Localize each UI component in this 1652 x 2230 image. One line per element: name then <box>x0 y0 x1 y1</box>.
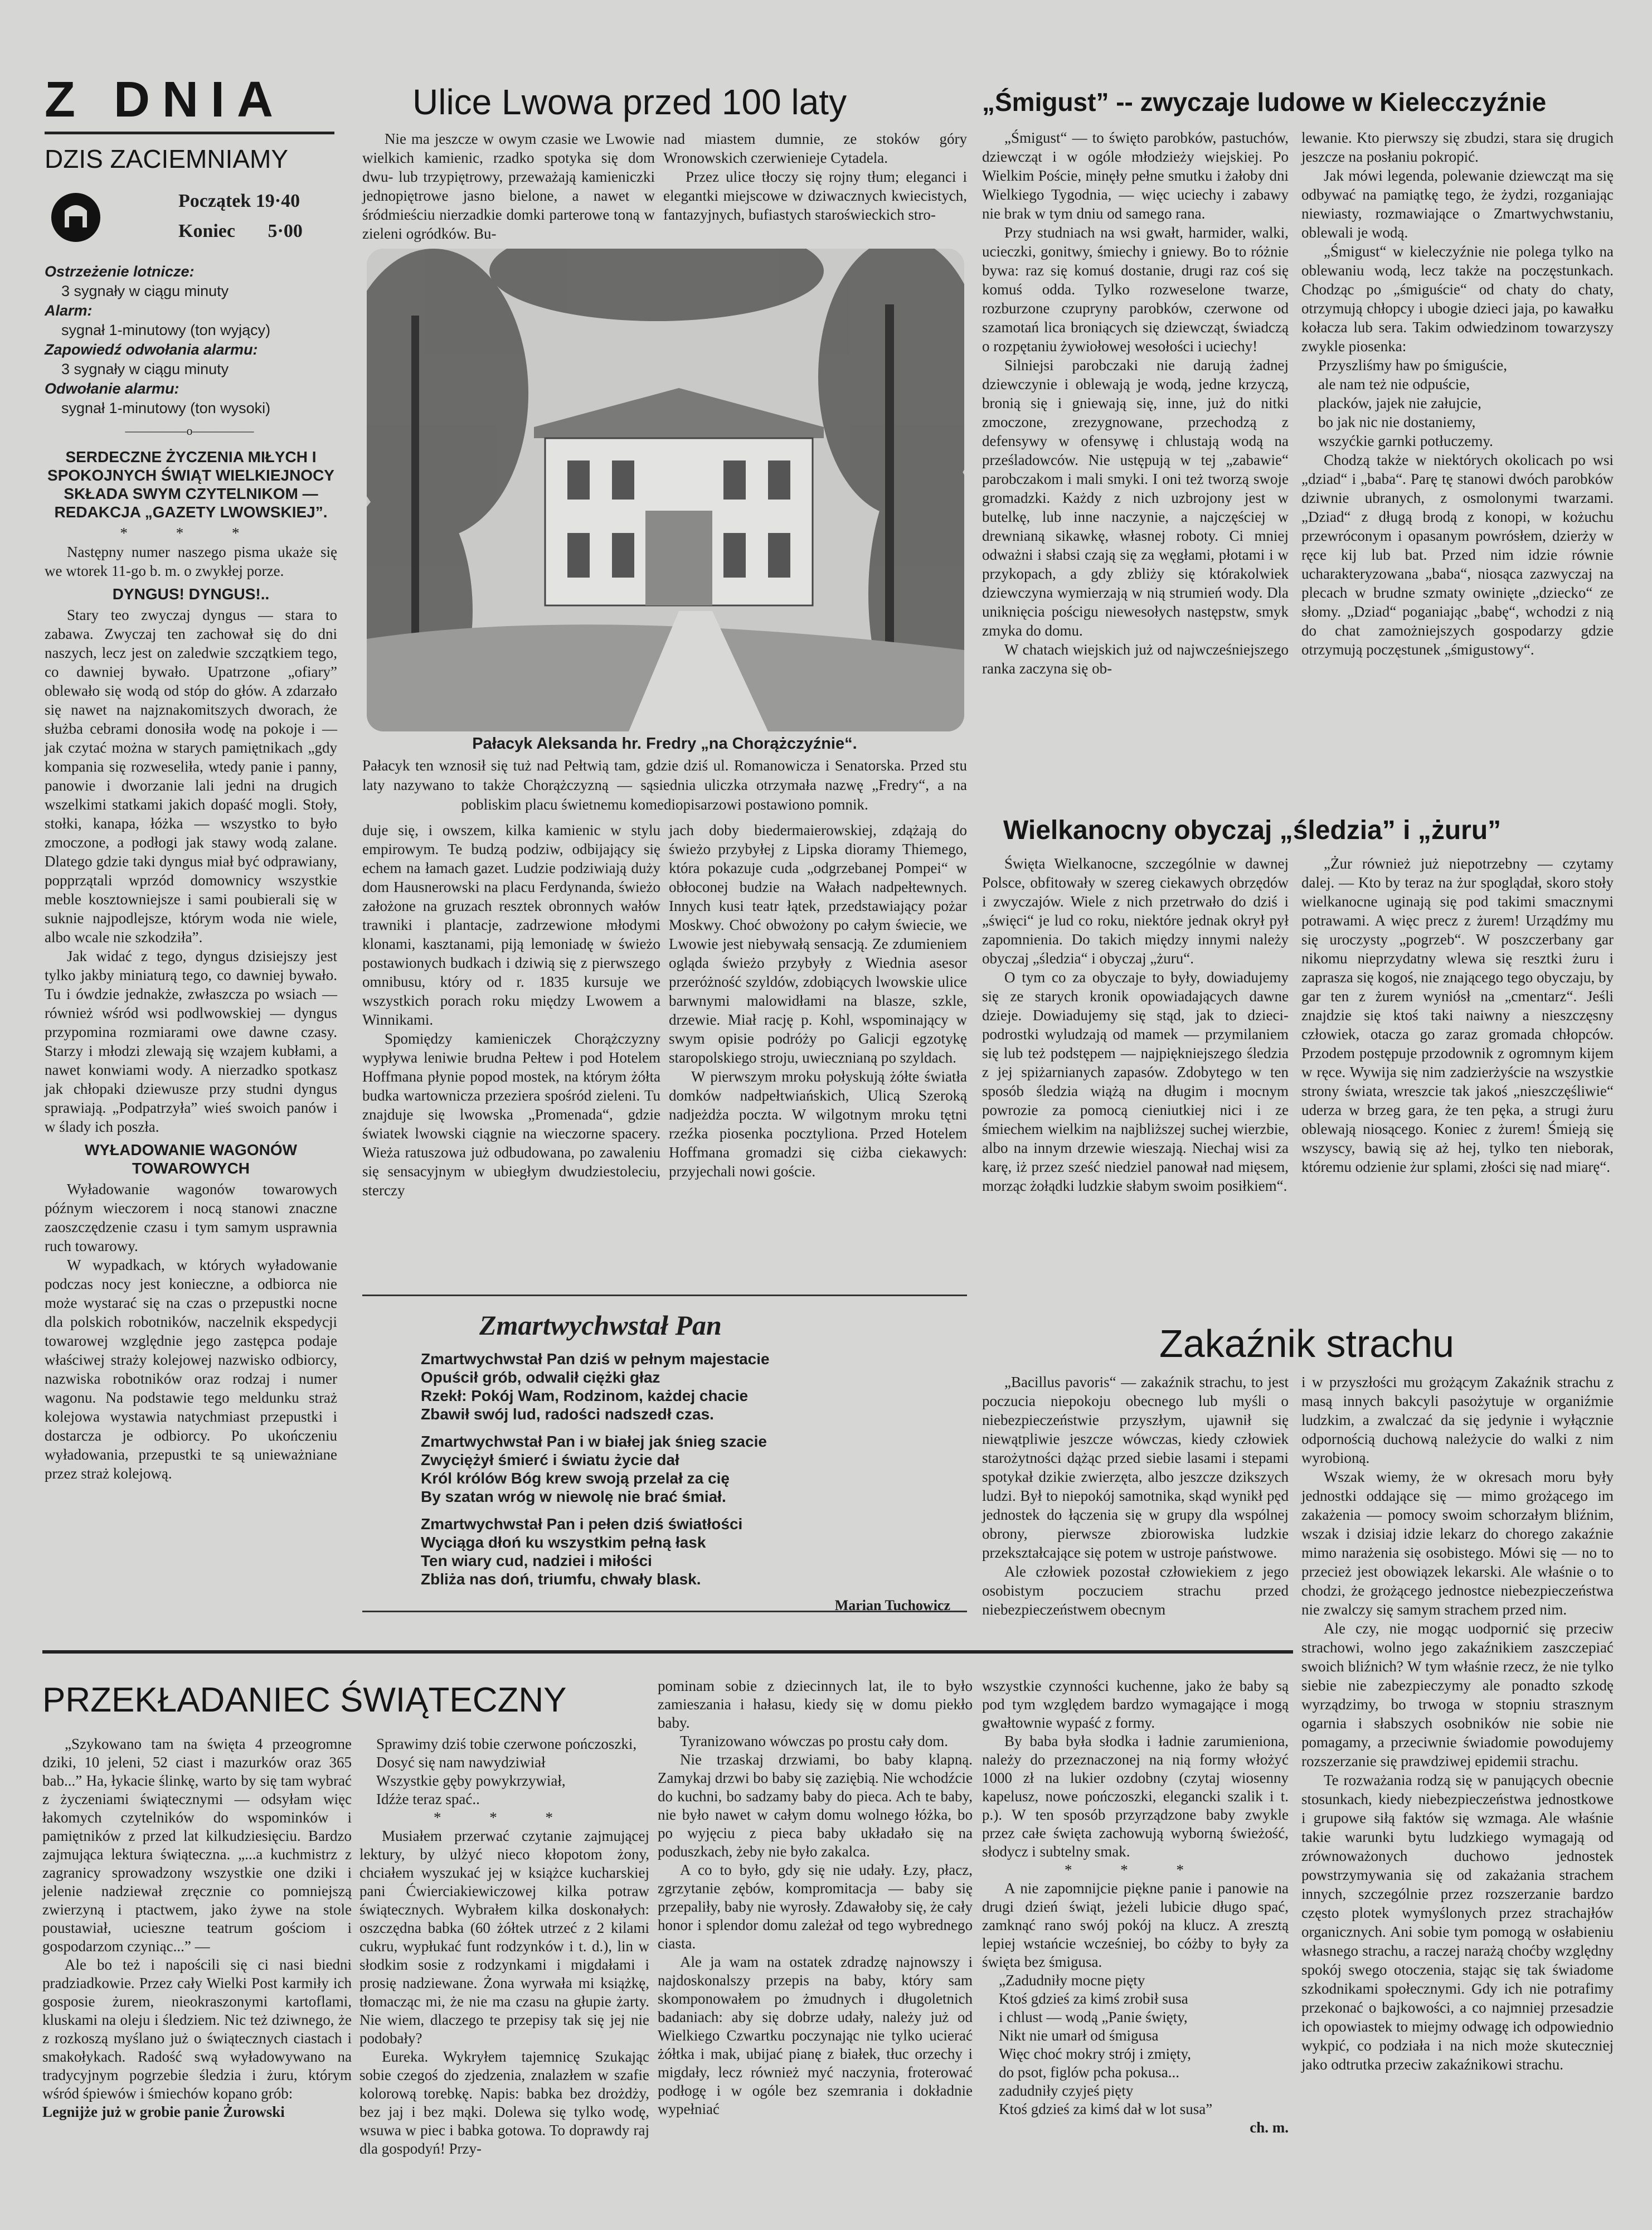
subheading: WYŁADOWANIE WAGONÓW TOWAROWYCH <box>84 1141 298 1177</box>
article-title-przekladaniec: PRZEKŁADANIEC ŚWIĄTECZNY <box>42 1681 567 1719</box>
verse-line: wszyćkie garnki potłuczemy. <box>1318 433 1493 449</box>
paragraph: nad miastem dumnie, ze stoków góry Wronowskich czerwienieje Cytadela. <box>663 130 967 166</box>
poem-box <box>362 1295 967 1612</box>
paragraph: „Śmigust“ — to święto parobków, pastuchów, dziewcząt i w ogóle młodzieży wiejskiej. Po Wielkim Poście, minęły pełne smutku i żałoby dni Wielkiego Tygodnia, — więc uciechy i zabawy nie brak w tym dniu od samego rana. <box>982 129 1289 222</box>
start-label: Początek <box>178 191 251 211</box>
lwow-text-column <box>663 129 967 224</box>
fredro-palace-illustration <box>367 249 964 731</box>
subheading: DYNGUS! DYNGUS!.. <box>112 585 270 603</box>
paragraph: Wyładowanie wagonów towarowych późnym wieczorem i nocą stanowi znaczne zaoszczędzenie czasu i tym samym usprawnia ruch towarowy. <box>45 1181 337 1254</box>
smigust-text-column <box>982 128 1289 678</box>
verse-line: placków, jajek nie załujcie, <box>1318 395 1481 411</box>
paragraph: A co to było, gdy się nie udały. Łzy, płacz, zgrzytanie zębów, kompromitacja — baby się przepaliły, baby nie wyrosły. Zdawałoby się, że cały honor i splendor domu zależał od tego wybrednego ciasta. <box>658 1861 973 1952</box>
poem-author: Marian Tuchowicz <box>834 1597 950 1613</box>
przekladaniec-text-column <box>982 1677 1289 2137</box>
verse-line: bo jak nic nie dostaniemy, <box>1318 414 1476 430</box>
paragraph: Ale człowiek pozostał człowiekiem z jego osobistym poczuciem strachu przed niebezpieczeństwem obecnym <box>982 1563 1289 1618</box>
poem-line: Zbawił swój lud, radości nadszedł czas. <box>421 1405 714 1423</box>
paragraph: Wszak wiemy, że w okresach moru były jednostki oddające się — mimo grożącego im zakażenia — pomocy swoim schorzałym bliźnim, wszak i dzisiaj idzie lekarz do chorego zakaźnie mimo narażenia się osobistego. Mówi się — no to przecież jest obowiązek lekarski. Ale właśnie o to chodzi, że grożącego jednostce niebezpieczeństwa nie zwalczy się samym strachem przed nim. <box>1301 1468 1614 1618</box>
article-title-wielkanoc: Wielkanocny obyczaj „śledzia” i „żuru” <box>1003 816 1502 845</box>
przekladaniec-text-column <box>42 1735 352 2121</box>
poem-line: Zbliża nas doń, triumfu, chwały blask. <box>421 1570 701 1588</box>
paragraph: Ale czy, nie mogąc uodpornić się przeciw strachowi, wolno jego zakaźnikiem zaszczepiać swoich bliźnich? W tym właśnie rzecz, że nie tylko siebie nie zabezpieczymy ale ponadto szkodę wyrządzimy, bo trwoga w stopniu strasznym ogarnia i słabszych osobników nie sobie nie pomagamy, a przeciwnie świadomie powodujemy rozszerzanie się prawdziwej epidemii strachu. <box>1301 1620 1614 1770</box>
przekladaniec-text-column <box>359 1735 649 2158</box>
paragraph: duje się, i owszem, kilka kamienic w stylu empirowym. Te budzą podziw, odbijający się echem na łamach gazet. Ludzie podziwiają duży dom Hausnerowski na placu Ferdynanda, świeżo założone na gruzach resztek obronnych wałów trawniki i plantacje, zadrzewione młodymi klonami, kasztanami, piją lemoniadę w świeżo postawionych budkach i dziwią się z pierwszego omnibusu, który od r. 1835 kursuje we wszystkich porach roku między Lwowem a Winnikami. <box>362 822 660 1028</box>
paragraph: W chatach wiejskich już od najwcześniejszego ranka zaczyna się ob- <box>982 641 1289 677</box>
separator: * * * <box>120 525 262 541</box>
lwow-text-column <box>362 129 655 243</box>
blackout-end <box>178 221 303 242</box>
separator: * * * <box>1065 1861 1206 1878</box>
verse-line: zadudniły czyjeś pięty <box>999 2082 1134 2099</box>
wielkanoc-text-column <box>982 854 1289 1195</box>
signal-label: Odwołanie alarmu: <box>45 380 179 397</box>
blackout-start <box>178 191 300 212</box>
article-title-lwow: Ulice Lwowa przed 100 laty <box>412 82 847 122</box>
paragraph: W wypadkach, w których wyładowanie podczas nocy jest konieczne, a odbiorca nie może wystarać się na czas o przepustki nocne dla polskich robotników, naczelnik ekspedycji towarowej względnie jego zastępca podaje właściwej straży kolejowej nazwisko odbiorcy, nazwiska robotników oraz rodzaj i numer wagonu. Na podstawie tego meldunku straż kolejowa wystawia natychmiast przepustki i dostarcza je odbiorcy. Po ukończeniu wyładowania, przepustki te są unieważniane przez straż kolejową. <box>45 1257 337 1482</box>
blackout-icon <box>48 188 104 250</box>
signal-value: sygnał 1-minutowy (ton wyjący) <box>61 322 271 338</box>
signal-label: Ostrzeżenie lotnicze: <box>45 263 195 280</box>
poem-line: Opuścił grób, odwalił ciężki głaz <box>421 1369 660 1386</box>
wielkanoc-text-column <box>1301 854 1614 1176</box>
paragraph: lewanie. Kto pierwszy się zbudzi, stara się drugich jeszcze na posłaniu pokropić. <box>1301 129 1614 165</box>
divider-ornament: —————o————— <box>125 424 254 438</box>
paragraph: i w przyszłości mu grożącym Zakaźnik strachu z masą innych bakcyli pasożytuje w organiźmie ludzkim, a zwalczać da się jedynie i wyłącznie odpornością duchową należycie do walki z nim wyrobioną. <box>1301 1374 1614 1466</box>
paragraph: „Szykowano tam na święta 4 przeogromne dziki, 10 jeleni, 52 ciast i mazurków oraz 365 bab...” Ha, łykacie ślinkę, warto by się tam wybrać z życzeniami świątecznymi — odsyłam więc łakomych czytelników do wspominków i pamiętników z przed lat kilkudziesięciu. Bardzo zajmująca lektura świąteczna. „...a kuchmistrz z zagranicy sprowadzony wszystkie one dziki i jelenie nadziewał zręcznie co pomniejszą zwierzyną i ptactwem, jako żywe na stole poustawiał, ucieszne teatrum gościom i gospodarzom czyniąc...” — <box>42 1735 352 1955</box>
paragraph: Te rozważania rodzą się w panujących obecnie stosunkach, kiedy niebezpieczeństwa jednostkowe i grupowe siłą faktów się wzmaga. Ale właśnie takie warunki bytu ludzkiego wymagają od zrównoważonych duchowo jednostek powstrzymywania się od zakażania strachem innych, szczególnie przez rozszerzanie bardzo często plotek wymyślonych przez strachajłów organicznych. Ani sobie tym pomogą w osłabieniu własnego strachu, a raczej narażą choćby względny spokój swego otoczenia, stając się tak świadome szkodnikami społecznymi. Gdy ich nie potrafimy przekonać o bajkowości, a co najmniej przesadzie ich opowiastek to miejmy odwagę ich odpowiednio wykpić, co podziała i na nich może skuteczniej jako odtrutka przeciw zakaźnikowi strachu. <box>1301 1772 1614 2073</box>
subheading: SERDECZNE ŻYCZENIA MIŁYCH I SPOKOJNYCH ŚWIĄT WIELKIEJNOCY SKŁADA SWYM CZYTELNIKOM — REDAKCJA „GAZETY LWOWSKIEJ”. <box>47 448 334 521</box>
poem-line: Król królów Bóg krew swoją przelał za cię <box>421 1470 730 1487</box>
signal-value: 3 sygnały w ciągu minuty <box>61 283 229 299</box>
paragraph: Jak mówi legenda, polewanie dziewcząt ma się odbywać na pamiątkę tego, że żydzi, rozganiając niewiasty, rozmawiające o Zmartwychwstaniu, oblewali je wodą. <box>1301 167 1614 241</box>
smigust-text-column <box>1301 128 1614 659</box>
verse-line: „Zadudniły mocne pięty <box>999 1972 1145 1989</box>
paragraph: Następny numer naszego pisma ukaże się we wtorek 11-go b. m. o zwykłej porze. <box>45 544 337 579</box>
poem-line: Rzekł: Pokój Wam, Rodzinom, każdej chacie <box>421 1387 749 1404</box>
poem-line: By szatan wróg w niewolę nie brać śmiał. <box>421 1488 726 1505</box>
paragraph: Ale ja wam na ostatek zdradzę najnowszy i najdoskonalszy przepis na baby, który sam skomponowałem po żmudnych i długoletnich badaniach: aby się dobrze udały, należy już od Wielkiego Czwartku poczynając nie tylko ucierać żółtka i mak, ubijać pianę z białek, tłuc orzechy i migdały, lecz również myć naczynia, froterować podłogę i w ogóle bez szemrania i dokładnie wypełniać <box>658 1953 973 2117</box>
horizontal-rule <box>42 1650 1293 1654</box>
paragraph: W pierwszym mroku połyskują żółte światła domków nadpełtwiańskich, Ulicą Szeroką nadjeżdża poczta. W wilgotnym mroku tętni rzeźka piosenka pocztyliona. Przed Hotelem Hoffmana gromadzi się ciżba ciekawych: przyjechali nowi goście. <box>669 1068 967 1180</box>
paragraph: pominam sobie z dziecinnych lat, ile to było zamieszania i hałasu, kiedy się w domu piekło baby. <box>658 1678 973 1731</box>
verse-line: Ktoś gdzieś za kimś dał w lot susa” <box>999 2101 1213 2117</box>
paragraph: Spomiędzy kamieniczek Chorążczyzny wypływa leniwie brudna Pełtew i pod Hotelem Hoffmana płynie popod mostek, na którym żółta budka wartownicza przeziera spośród zieleni. Tu znajduje się lwowska „Promenada“, gdzie światek lwowski ciągnie na wieczorne spacery. Wieża ratuszowa już odbudowana, po zawaleniu się sensacyjnym w ubiegłym dwudziestoleciu, sterczy <box>362 1030 660 1199</box>
paragraph: Święta Wielkanocne, szczególnie w dawnej Polsce, obfitowały w szereg ciekawych obrzędów i zwyczajów. Wiele z nich przetrwało do dziś i „święci“ je lud co roku, niektóre jednak okrył pył zapomnienia. Do takich między innymi należy obyczaj „śledzia“ i obyczaj „żuru“. <box>982 855 1289 967</box>
verse-line: Sprawimy dziś tobie czerwone pończoszki, <box>376 1735 637 1752</box>
przekladaniec-text-column <box>658 1677 973 2118</box>
paragraph: „Żur również już niepotrzebny — czytamy dalej. — Kto by teraz na żur spoglądał, skoro stoły wielkanocne uginają się pod takimi smacznymi potrawami. A więc precz z żurem! Urządźmy mu się uroczysty „pogrzeb“. W poszczerbany gar nikomu nieprzydatny wlewa się resztki żuru i zaprasza się kogoś, nie znającego tego obyczaju, by gar ten z żurem wyniósł na „cmentarz“. Jeśli znajdzie się ktoś taki naiwny a nieszczęsny człowiek, otacza go zaraz gromada chłopców. Przodem postępuje przodownik z ogromnym kijem w ręce. Wywija się nim zadzierżyście na wszystkie strony świata, wreszcie tak jakoś „nieszczęśliwie“ uderza w brzeg gara, że ten pęka, a strugi żuru oblewają niosącego. Koniec z żurem! Śmieją się wszyscy, bawią się aż hej, tylko ten nieborak, któremu odzienie żur splami, złości się nad miarę“. <box>1301 855 1614 1175</box>
poem-stanza <box>421 1515 950 1588</box>
poem-line: Wyciąga dłoń ku wszystkim pełną łask <box>421 1534 706 1551</box>
verse-line: Nikt nie umarł od śmigusa <box>999 2027 1159 2044</box>
poem-line: Zmartwychwstał Pan i w białej jak śnieg szacie <box>421 1433 767 1450</box>
paragraph: Ale bo też i napościli się ci nasi biedni pradziadkowie. Przez cały Wielki Post karmiły ich gosposie żurem, nieokraszonymi kartoflami, kluskami na oleju i śledziem. Nic też dziwnego, że z rozkoszą myślano już o świątecznych ciastach i smakołykach. Radość swą wyładowywano na tradycyjnym pogrzebie śledzia i żuru, którym wśród śpiewów i śmiechów kopano grób: <box>42 1956 352 2102</box>
poem-stanza <box>421 1432 950 1506</box>
illustration-caption: Pałacyk ten wznosił się tuż nad Pełtwią tam, gdzie dziś ul. Romanowicza i Senatorska. Przed stu laty nazywano to także Chorążczyzną — sąsiednia uliczka otrzymała nazwę „Fredry“, a na pobliskim placu świetnemu komediopisarzowi postawiono pomnik. <box>362 757 967 813</box>
paragraph: Nie ma jeszcze w owym czasie we Lwowie wielkich kamienic, rzadko spotyka się dom dwu- lub trzypiętrowy, przeważają kamieniczki jednopiętrowe jasno bielone, a nawet w śródmieściu nierzadkie domki parterowe toną w zieleni ogródków. Bu- <box>362 130 655 242</box>
paragraph: Eureka. Wykryłem tajemnicę Szukając sobie czegoś do zjedzenia, znalazłem w szafie kolorową torebkę. Napis: babka bez drożdży, bez jaj i bez mąki. Dolewa się tylko wodę, wsuwa w piec i babka gotowa. To doprawdy raj dla gospodyń! Przy- <box>359 2048 649 2157</box>
article-title-smigust: „Śmigust” -- zwyczaje ludowe w Kielecczyźnie <box>982 88 1547 117</box>
paragraph: Nie trzaskaj drzwiami, bo baby klapną. Zamykaj drzwi bo baby się zaziębią. Nie wchodźcie do kuchni, bo sadzamy baby do pieca. Ach te baby, nie było nawet w całym domu wolnego łóżka, bo po wyjęciu z pieca baby układało się na poduszkach, żeby nie było zakalca. <box>658 1751 973 1860</box>
poem-stanza <box>421 1350 950 1423</box>
paragraph: Stary teo zwyczaj dyngus — stara to zabawa. Zwyczaj ten zachował się do dni naszych, lecz jest on zaledwie szczątkiem tego, co dawniej bywało. Upatrzone „ofiary” oblewało się wodą od stóp do głów. A zdarzało się nawet na najznakomitszych dworach, że służba cebrami donosiła wodę na pokoje i — jak czytać można w starych pamiętnikach „gdy kompania się rozweseliła, wtedy panie i panny, panowie i dworzanie lali jedni na drugich wszelkimi statkami jakich dopaść mogli. Stoły, stołki, kanapa, łóżka — wszystko to było zmoczone, a podłogi jak stawy wodą zalane. Dlatego gdzie taki dyngus miał być odprawiany, popprzątali wprzód domownicy wszystkie meble kosztowniejsze i sami poubierali się w suknie najpodlejsze, którym woda nie wiele, albo wcale nie szkodziła”. <box>45 607 337 946</box>
signal-value: sygnał 1-minutowy (ton wysoki) <box>61 400 271 416</box>
paragraph: Chodzą także w niektórych okolicach po wsi „dziad“ i „baba“. Parę tę stanowi dwóch parobków dziwnie ubranych, z osmolonymi twarzami. „Dziad“ z długą brodą z konopi, w kożuchu przewróconym i opasanym powrósłem, dzierży w ręce kij lub bat. Przed nim idzie równie ucharakteryzowana „baba“, niosąca zazwyczaj na plecach w brudne szmaty owinięte „dziecko“ ze słomy. „Dziad“ poganiając „babę“, wchodzi z nią do chat zamożniejszych gospodarzy gdzie otrzymują poczęstunek „śmigustowy“. <box>1301 452 1614 658</box>
verse-line: Więc choć mokry strój i zmięty, <box>999 2045 1192 2062</box>
paragraph: Musiałem przerwać czytanie zajmującej lektury, by ulżyć nieco kłopotom żony, chciałem wyszukać jej w książce kucharskiej pani Ćwierciakiewiczowej kilka potraw świątecznych. Wybrałem kilka doskonałych: oszczędna babka (60 żółtek utrzeć z 2 kilami cukru, wypłukać funt rodzynków i t. d.), lin w słodkim sosie z rodzynkami i migdałami i prosię nadziewane. Żona wyrwała mi książkę, tłomacząc mi, że nie ma czasu na głupie żarty. Nie wiem, dlaczego te przepisy tak się jej nie podobały? <box>359 1827 649 2047</box>
poem-title: Zmartwychwstał Pan <box>479 1310 722 1341</box>
verse-line: i chlust — wodą „Panie święty, <box>999 2009 1188 2025</box>
paragraph: jach doby biedermaierowskiej, zdążają do świeżo przybyłej z Lipska dioramy Thiemego, która pokazuje cuda „odgrzebanej Pompei“ w obłoconej budzie na Wałach nadpełtewnych. Innych kusi teatr łątek, przedstawiający pożar Moskwy. Choć obwożony po całym świecie, we Lwowie jest niebywałą sensacją. Ze zdumieniem ogląda świeżo przybyły z Wiednia asesor przeróżność szyldów, zdobiących lwowskie ulice barwnymi malowidłami na blasze, szkle, drzewie. Miał rację p. Kohl, wspominający w swym opisie podróży po Galicji egzotykę staropolskiego stroju, uwiecznianą po szyldach. <box>669 822 967 1066</box>
separator: * * * <box>434 1809 575 1826</box>
paragraph: Legnijże już w grobie panie Żurowski <box>42 2103 285 2120</box>
left-column-news <box>45 443 337 1483</box>
zakaznik-text-column <box>982 1373 1289 1619</box>
lwow-text-column <box>362 821 660 1200</box>
article-title-zakaznik: Zakaźnik strachu <box>1159 1322 1455 1365</box>
zakaznik-text-column <box>1301 1373 1614 2074</box>
paragraph: wszystkie czynności kuchenne, jako że baby są pod tym względem bardzo wymagające i mogą gwałtownie wypaść z formy. <box>982 1678 1289 1731</box>
poem-stanzas <box>421 1350 950 1588</box>
poem-line: Zmartwychwstał Pan i pełen dziś światłości <box>421 1515 743 1533</box>
verse-line: Ktoś gdzieś za kimś zrobił susa <box>999 1990 1188 2007</box>
divider <box>45 132 334 134</box>
paragraph: „Bacillus pavoris“ — zakaźnik strachu, to jest poczucia niepokoju obecnego lub myśli o niebezpieczeństwie przyszłym, ujawnił się niewątpliwie jeszcze wówczas, kiedy człowiek starożytności dążąc przed siebie lasami i stepami spotykał dzikie zwierzęta, albo jeszcze dzikszych ludzi. Był to niepokój samotnika, skąd wynikł pęd jednostek do łączenia się w grupy dla wspólnej obrony, pierwsze zbiorowiska ludzkie przekształcające się potem w ustroje państwowe. <box>982 1374 1289 1561</box>
paragraph: A nie zapomnijcie piękne panie i panowie na drugi dzień świąt, jeżeli lubicie długo spać, zamknąć rano swój pokój na klucz. A zresztą lepiej wstańcie wcześniej, bo cóżby to były za święta bez śmigusa. <box>982 1880 1289 1970</box>
verse-line: Przyszliśmy haw po śmiguście, <box>1318 357 1507 374</box>
start-time: 19·40 <box>255 191 300 211</box>
paragraph: Przez ulice tłoczy się rojny tłum; eleganci i elegantki miejscowe w dziwacznych kwiecistych, fantazyjnych, bufiastych staroświeckich stro- <box>663 168 967 223</box>
poem-line: Ten wiary cud, nadziei i miłości <box>421 1552 652 1569</box>
signal-label: Alarm: <box>45 302 93 319</box>
illustration-caption-title: Pałacyk Aleksanda hr. Fredry „na Chorążczyźnie“. <box>472 735 857 753</box>
paragraph: „Śmigust“ w kieleczyźnie nie polega tylko na oblewaniu wodą, lecz także na poczęstunkach. Chodząc po „śmiguście“ od chaty do chaty, otrzymują chłopcy i ubogie dzieci jaja, po kawałku kołacza lub sera. Takim odwiedzinom towarzyszy zwykle piosenka: <box>1301 243 1614 355</box>
verse-line: Wszystkie gęby powykrzywiał, <box>376 1772 566 1789</box>
end-label: Koniec <box>178 221 235 241</box>
paragraph: O tym co za obyczaje to były, dowiadujemy się ze starych kronik opowiadających dawne dzieje. Dowiadujemy się stąd, jak to dzieci-podrostki wyludzają od mamek — przymilaniem się lub też podstępem — najpiękniejszego śledzia z jej spiżarnianych zapasów. Zdobytego w ten sposób śledzia wiążą na długim i mocnym powrozie za pomocą cieniutkiej nici i ze śmiechem wielkim na najbliższej suchej wierzbie, albo na innym drzewie wieszają. Niechaj wisi za karę, iż przez sześć niedziel panował nad mięsem, morząc żołądki ludzkie słabym swoim posiłkiem“. <box>982 969 1289 1194</box>
article-signature: ch. m. <box>1250 2119 1289 2136</box>
paragraph: By baba była słodka i ładnie zarumieniona, należy do przeznaczonej na nią formy włożyć 1000 zł na lukier ozdobny (czytaj wiosenny kapelusz, nowe pończoszki, elegancki szalik i t. p.). W ten sposób przyrządzone baby zwykle przez całe święta zachowują wyborną świeżość, słodycz i subtelny smak. <box>982 1733 1289 1860</box>
end-time: 5·00 <box>268 221 303 241</box>
paragraph: Przy studniach na wsi gwałt, harmider, walki, ucieczki, gonitwy, śmiechy i gniewy. Bo to różnie bywa: raz się komuś dostanie, drugi raz coś się komuś odda. Tylko rozweselone twarze, rozburzone czupryny parobków, czerwone od szamotań lica broniących się dziewcząt, świadczą o rozpętaniu żywiołowej wesołości i uciechy! <box>982 224 1289 355</box>
paragraph: Tyranizowano wówczas po prostu cały dom. <box>680 1733 948 1749</box>
section-header-z-dnia: Z DNIA <box>45 72 285 128</box>
paragraph: Jak widać z tego, dyngus dzisiejszy jest tylko jakby miniaturą tego, co dawniej bywało. Tu i ówdzie jednakże, zwłaszcza po wsiach — również wśród wsi podlwowskiej — dyngus przypomina rozmiarami owe dawne czasy. Starzy i młodzi zlewają się wzajem kubłami, a nawet konwiami wody. A nierzadko spotkasz jak chłopaki dziewusze przy studni dyngus sprawiają. „Podpatrzyła” wieś swoich panów i w ślady ich poszła. <box>45 948 337 1135</box>
verse-line: Idźże teraz spać.. <box>376 1791 480 1807</box>
signal-value: 3 sygnały w ciągu minuty <box>61 361 229 377</box>
paragraph: Silniejsi parobczaki nie darują żadnej dziewczynie i oblewają je wodą, jedne krzyczą, bronią się i gniewają się, inne, już do nitki zmoczone, zrezygnowane, przechodzą z defensywy w ofensywę i chlustają wodą na prześladowców. Nie ustępują w tej „zabawie“ parobczakom i mali smyki. I oni też tworzą swoje gromadzki. Każdy z nich uzbrojony jest w butelkę, lub inne naczynie, a najczęściej w drewnianą sikawkę, własnej roboty. Ci mniej odważni i słabsi czają się za węgłami, płotami i w przykopach, a gdy zbliży się którakolwiek dziewczyna wymierzają w nią strumień wody. Dla uniknięcia pościgu niewesołych następstw, smyk zmyka do domu. <box>982 357 1289 639</box>
air-raid-signals <box>45 262 334 418</box>
blackout-title: DZIS ZACIEMNIAMY <box>45 144 289 173</box>
verse-line: Dosyć się nam nawydziwiał <box>376 1754 546 1771</box>
verse-line: ale nam też nie odpuście, <box>1318 376 1470 392</box>
poem-line: Zwyciężył śmierć i światu życie dał <box>421 1451 679 1468</box>
signal-label: Zapowiedź odwołania alarmu: <box>45 341 258 358</box>
poem-line: Zmartwychwstał Pan dziś w pełnym majestacie <box>421 1350 770 1368</box>
verse-line: do psot, figlów pcha pokusa... <box>999 2064 1179 2081</box>
lwow-text-column <box>669 821 967 1181</box>
